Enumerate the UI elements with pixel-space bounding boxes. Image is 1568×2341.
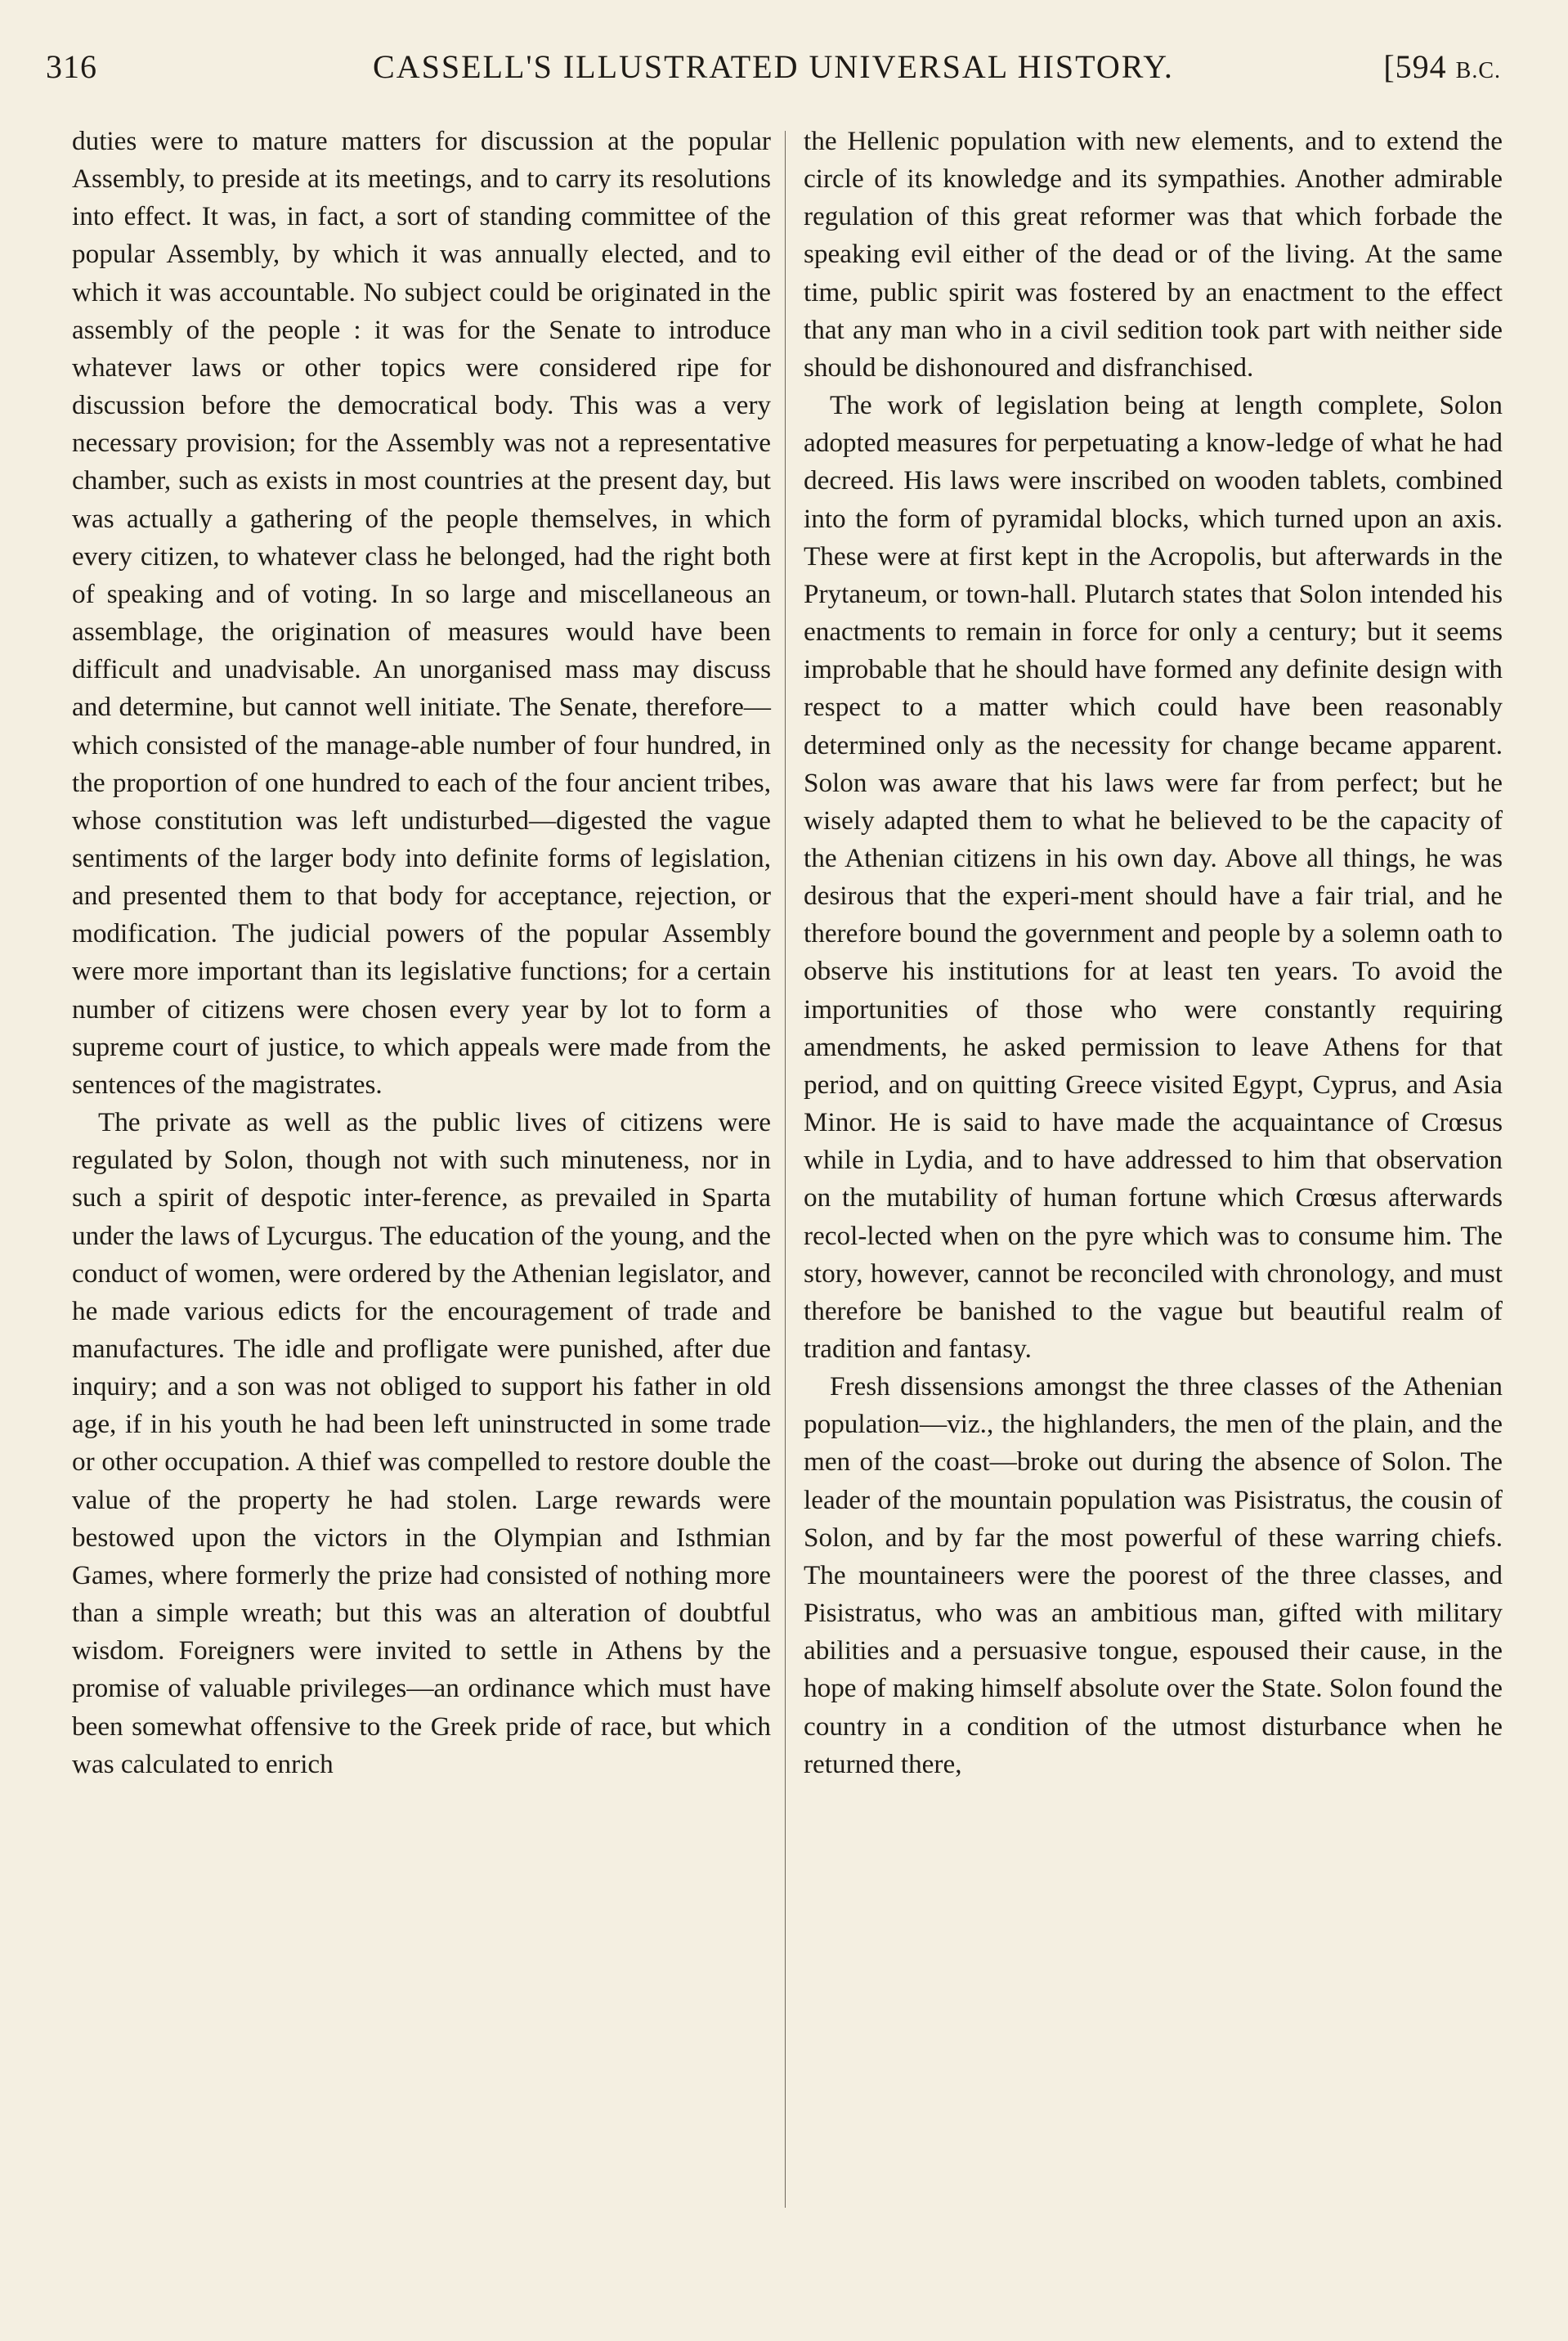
date-era: B.C. [1455, 58, 1501, 83]
paragraph: the Hellenic population with new elements, and to extend the circle of its knowledge and its sympathies. Another admirable regulation of this great reformer was that which forbade the speaking evil either of the dead or of the living. At the same time, public spirit was fostered by an enactment to the effect that any man who in a civil sedition took part with neither side should be dishonoured and disfranchised. [804, 126, 1503, 383]
paragraph: duties were to mature matters for discussion at the popular Assembly, to preside at its meetings, and to carry its resolutions into effect. It was, in fact, a sort of standing committee of the popular Assembly, by which it was annually elected, and to which it was accountable. No subject could be originated in the assembly of the people : it was for the Senate to introduce whatever laws or other topics were considered ripe for discussion before the democratical body. This was a very necessary provision; for the Assembly was not a representative chamber, such as exists in most countries at the present day, but was actually a gathering of the people themselves, in which every citizen, to whatever class he belonged, had the right both of speaking and of voting. In so large and miscellaneous an assemblage, the origination of measures would have been difficult and unadvisable. An unorganised mass may discuss and determine, but cannot well initiate. The Senate, therefore—which consisted of the manage-able number of four hundred, in the proportion of one hundred to each of the four ancient tribes, whose constitution was left undisturbed—digested the vague sentiments of the larger body into definite forms of legislation, and presented them to that body for acceptance, rejection, or modification. The judicial powers of the popular Assembly were more important than its legislative functions; for a certain number of citizens were chosen every year by lot to form a supreme court of justice, to which appeals were made from the sentences of the magistrates. [72, 126, 771, 1100]
date-marker [1383, 47, 1501, 86]
running-title: CASSELL'S ILLUSTRATED UNIVERSAL HISTORY. [373, 48, 1174, 85]
right-column [804, 123, 1503, 1783]
paragraph: The private as well as the public lives of citizens were regulated by Solon, though not with such minuteness, nor in such a spirit of despotic inter-ference, as prevailed in Sparta under the laws of Lycurgus. The education of the young, and the conduct of women, were ordered by the Athenian legislator, and he made various edicts for the encouragement of trade and manufactures. The idle and profligate were punished, after due inquiry; and a son was not obliged to support his father in old age, if in his youth he had been left uninstructed in some trade or other occupation. A thief was compelled to restore double the value of the property he had stolen. Large rewards were bestowed upon the victors in the Olympian and Isthmian Games, where formerly the prize had consisted of nothing more than a simple wreath; but this was an alteration of doubtful wisdom. Foreigners were invited to settle in Athens by the promise of valuable privileges—an ordinance which must have been somewhat offensive to the Greek pride of race, but which was calculated to enrich [72, 1107, 771, 1779]
left-column [72, 123, 771, 1783]
page-number: 316 [46, 48, 97, 85]
running-head [46, 47, 1501, 96]
column-divider [785, 131, 786, 2208]
paragraph: The work of legislation being at length complete, Solon adopted measures for perpetuating a know-ledge of what he had decreed. His laws were inscribed on wooden tablets, combined into the form of pyramidal blocks, which turned upon an axis. These were at first kept in the Acropolis, but afterwards in the Prytaneum, or town-hall. Plutarch states that Solon intended his enactments to remain in force for only a century; but it seems improbable that he should have formed any definite design with respect to a matter which could have been reasonably determined only as the necessity for change became apparent. Solon was aware that his laws were far from perfect; but he wisely adapted them to what he believed to be the capacity of the Athenian citizens in his own day. Above all things, he was desirous that the experi-ment should have a fair trial, and he therefore bound the government and people by a solemn oath to observe his institutions for at least ten years. To avoid the importunities of those who were constantly requiring amendments, he asked permission to leave Athens for that period, and on quitting Greece visited Egypt, Cyprus, and Asia Minor. He is said to have made the acquaintance of Crœsus while in Lydia, and to have addressed to him that observation on the mutability of human fortune which Crœsus afterwards recol-lected when on the pyre which was to consume him. The story, however, cannot be reconciled with chronology, and must therefore be banished to the vague but beautiful realm of tradition and fantasy. [804, 390, 1503, 1364]
paragraph: Fresh dissensions amongst the three classes of the Athenian population—viz., the highlanders, the men of the plain, and the men of the coast—broke out during the absence of Solon. The leader of the mountain population was Pisistratus, the cousin of Solon, and by far the most powerful of these warring chiefs. The mountaineers were the poorest of the three classes, and Pisistratus, who was an ambitious man, gifted with military abilities and a persuasive tongue, espoused their cause, in the hope of making himself absolute over the State. Solon found the country in a condition of the utmost disturbance when he returned there, [804, 1371, 1503, 1779]
date-year: [594 [1383, 48, 1447, 85]
